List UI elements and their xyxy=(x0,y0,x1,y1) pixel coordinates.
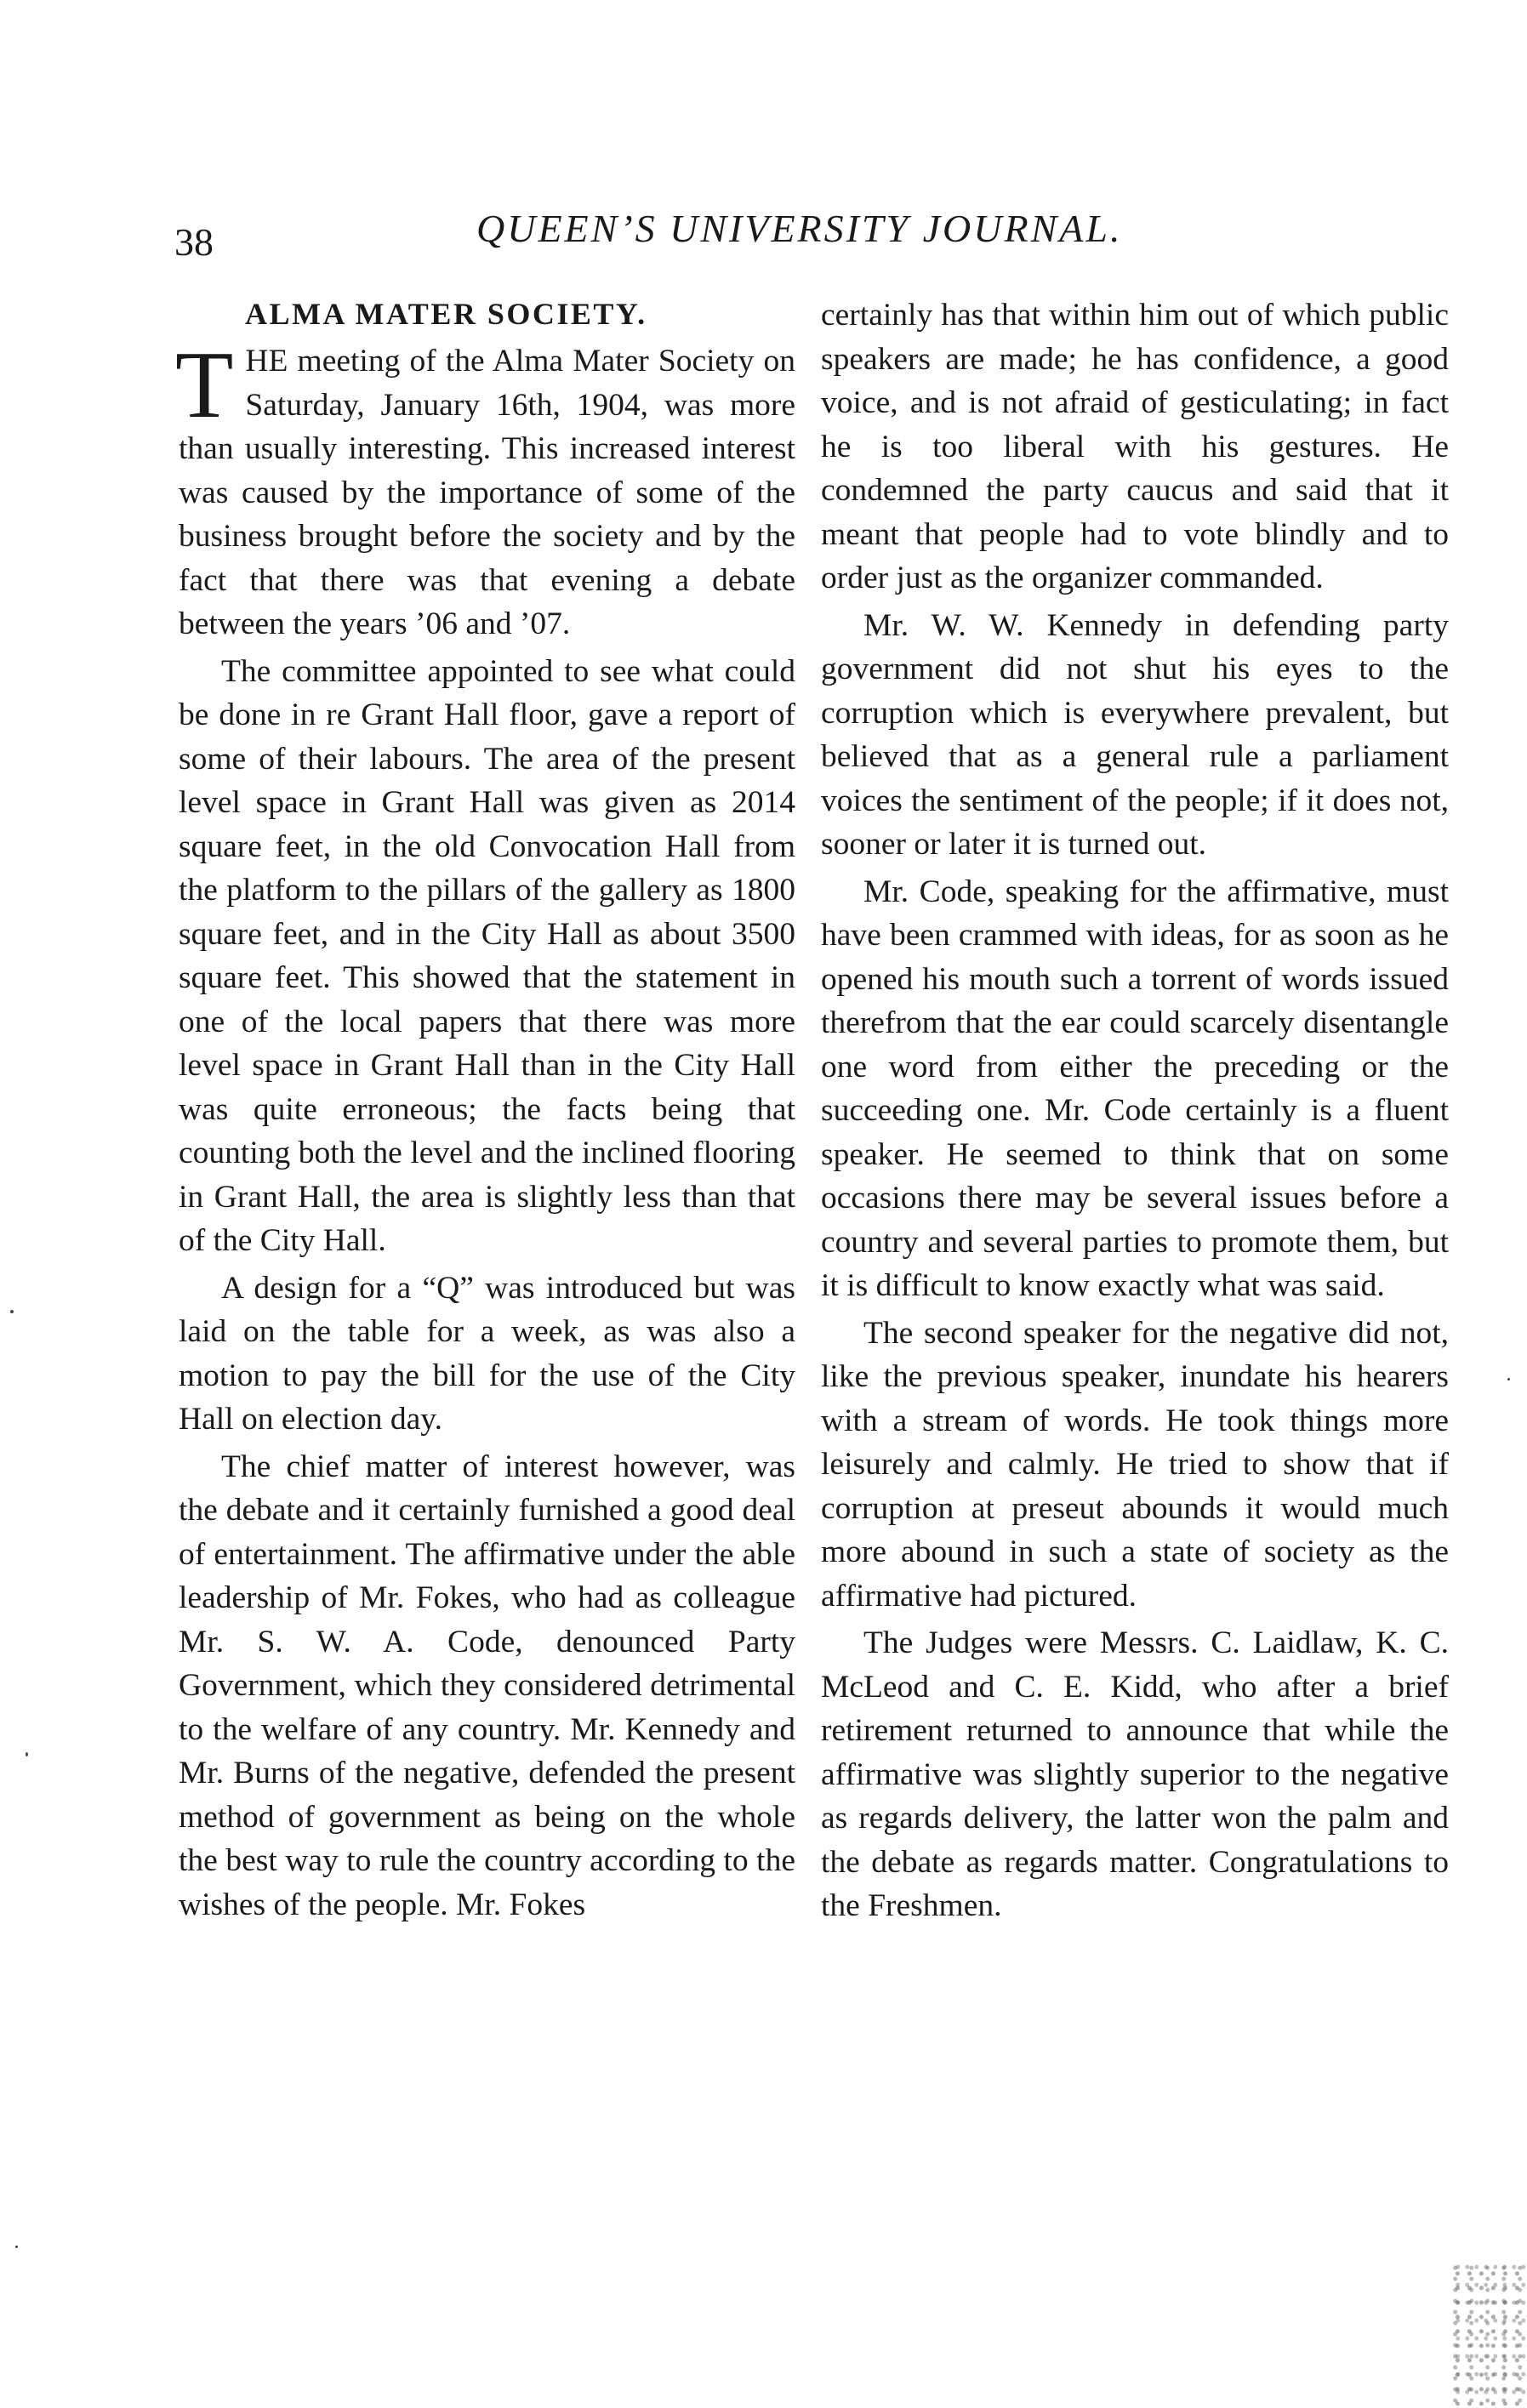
article-paragraph-9: The Judges were Messrs. C. Laidlaw, K. C. McLeod and C. E. Kidd, who after a brief retirement returned to announce that while the affirmative was slightly superior to the negative as regards delivery, the latter won the palm and the debate as regards matter. Congratulations to the Freshmen. xyxy=(821,1625,1449,1923)
article-title: ALMA MATER SOCIETY. xyxy=(245,297,647,331)
article-paragraph-6: Mr. W. W. Kennedy in defending party government did not shut his eyes to the corruption which is everywhere prevalent, but believed that as a general rule a parliament voices the sentiment of the people; if it does not, sooner or later it is turned out. xyxy=(821,607,1449,862)
left-column xyxy=(175,293,795,1930)
scan-edge-noise xyxy=(1450,2263,1527,2408)
journal-running-head: QUEEN’S UNIVERSITY JOURNAL. xyxy=(476,207,1123,250)
scan-speck xyxy=(10,1310,14,1313)
article-paragraph-2: The committee appointed to see what could be done in re Grant Hall floor, gave a report of some of their labours. The area of the present level space in Grant Hall was given as 2014 square feet, in the old Convocation Hall from the platform to the pillars of the gallery as 1800 square feet, and in the City Hall as about 3500 square feet. This showed that the statement in one of the local papers that there was more level space in Grant Hall than in the City Hall was quite erroneous; the facts being that counting both the level and the inclined flooring in Grant Hall, the area is slightly less than that of the City Hall. xyxy=(179,653,795,1258)
article-paragraph-1-text: HE meeting of the Alma Mater Society on Saturday, January 16th, 1904, was more than usually interesting. This increased interest was caused by the importance of some of the business brought before the society and by the fact that there was that evening a debate between the years ’06 and ’07. xyxy=(179,344,795,641)
drop-cap: T xyxy=(175,333,234,438)
scan-speck xyxy=(15,2246,18,2248)
scan-speck xyxy=(1507,1378,1510,1380)
article-paragraph-7: Mr. Code, speaking for the affirmative, must have been crammed with ideas, for as soon as he opened his mouth such a torrent of words issued therefrom that the ear could scarcely disentangle one word from either the preceding or the succeeding one. Mr. Code certainly is a fluent speaker. He seemed to think that on some occasions there may be several issues before a country and several parties to promote them, but it is difficult to know exactly what was said. xyxy=(821,874,1449,1303)
article-paragraph-4: The chief matter of interest however, was the debate and it certainly furnished a good deal of entertainment. The affirmative under the able leadership of Mr. Fokes, who had as colleague Mr. S. W. A. Code, denounced Party Government, which they considered detrimental to the welfare of any country. Mr. Kennedy and Mr. Burns of the negative, defended the present method of government as being on the whole the best way to rule the country according to the wishes of the people. Mr. Fokes xyxy=(179,1449,795,1922)
right-column xyxy=(821,293,1449,1932)
scan-speck xyxy=(26,1752,28,1756)
article-paragraph-5: certainly has that within him out of which public speakers are made; he has confidence, a good voice, and is not afraid of gesticulating; in fact he is too liberal with his gestures. He condemned the party caucus and said that it meant that people had to vote blindly and to order just as the organizer commanded. xyxy=(821,298,1449,595)
page-number: 38 xyxy=(174,220,214,264)
article-paragraph-1 xyxy=(175,333,795,646)
article-paragraph-8: The second speaker for the negative did not, like the previous speaker, inundate his hearers with a stream of words. He took things more leisurely and calmly. He tried to show that if corruption at preseut abounds it would much more abound in such a state of society as the affirmative had pictured. xyxy=(821,1315,1449,1614)
article-paragraph-3: A design for a “Q” was introduced but was laid on the table for a week, as was also a motion to pay the bill for the use of the City Hall on election day. xyxy=(179,1270,795,1437)
